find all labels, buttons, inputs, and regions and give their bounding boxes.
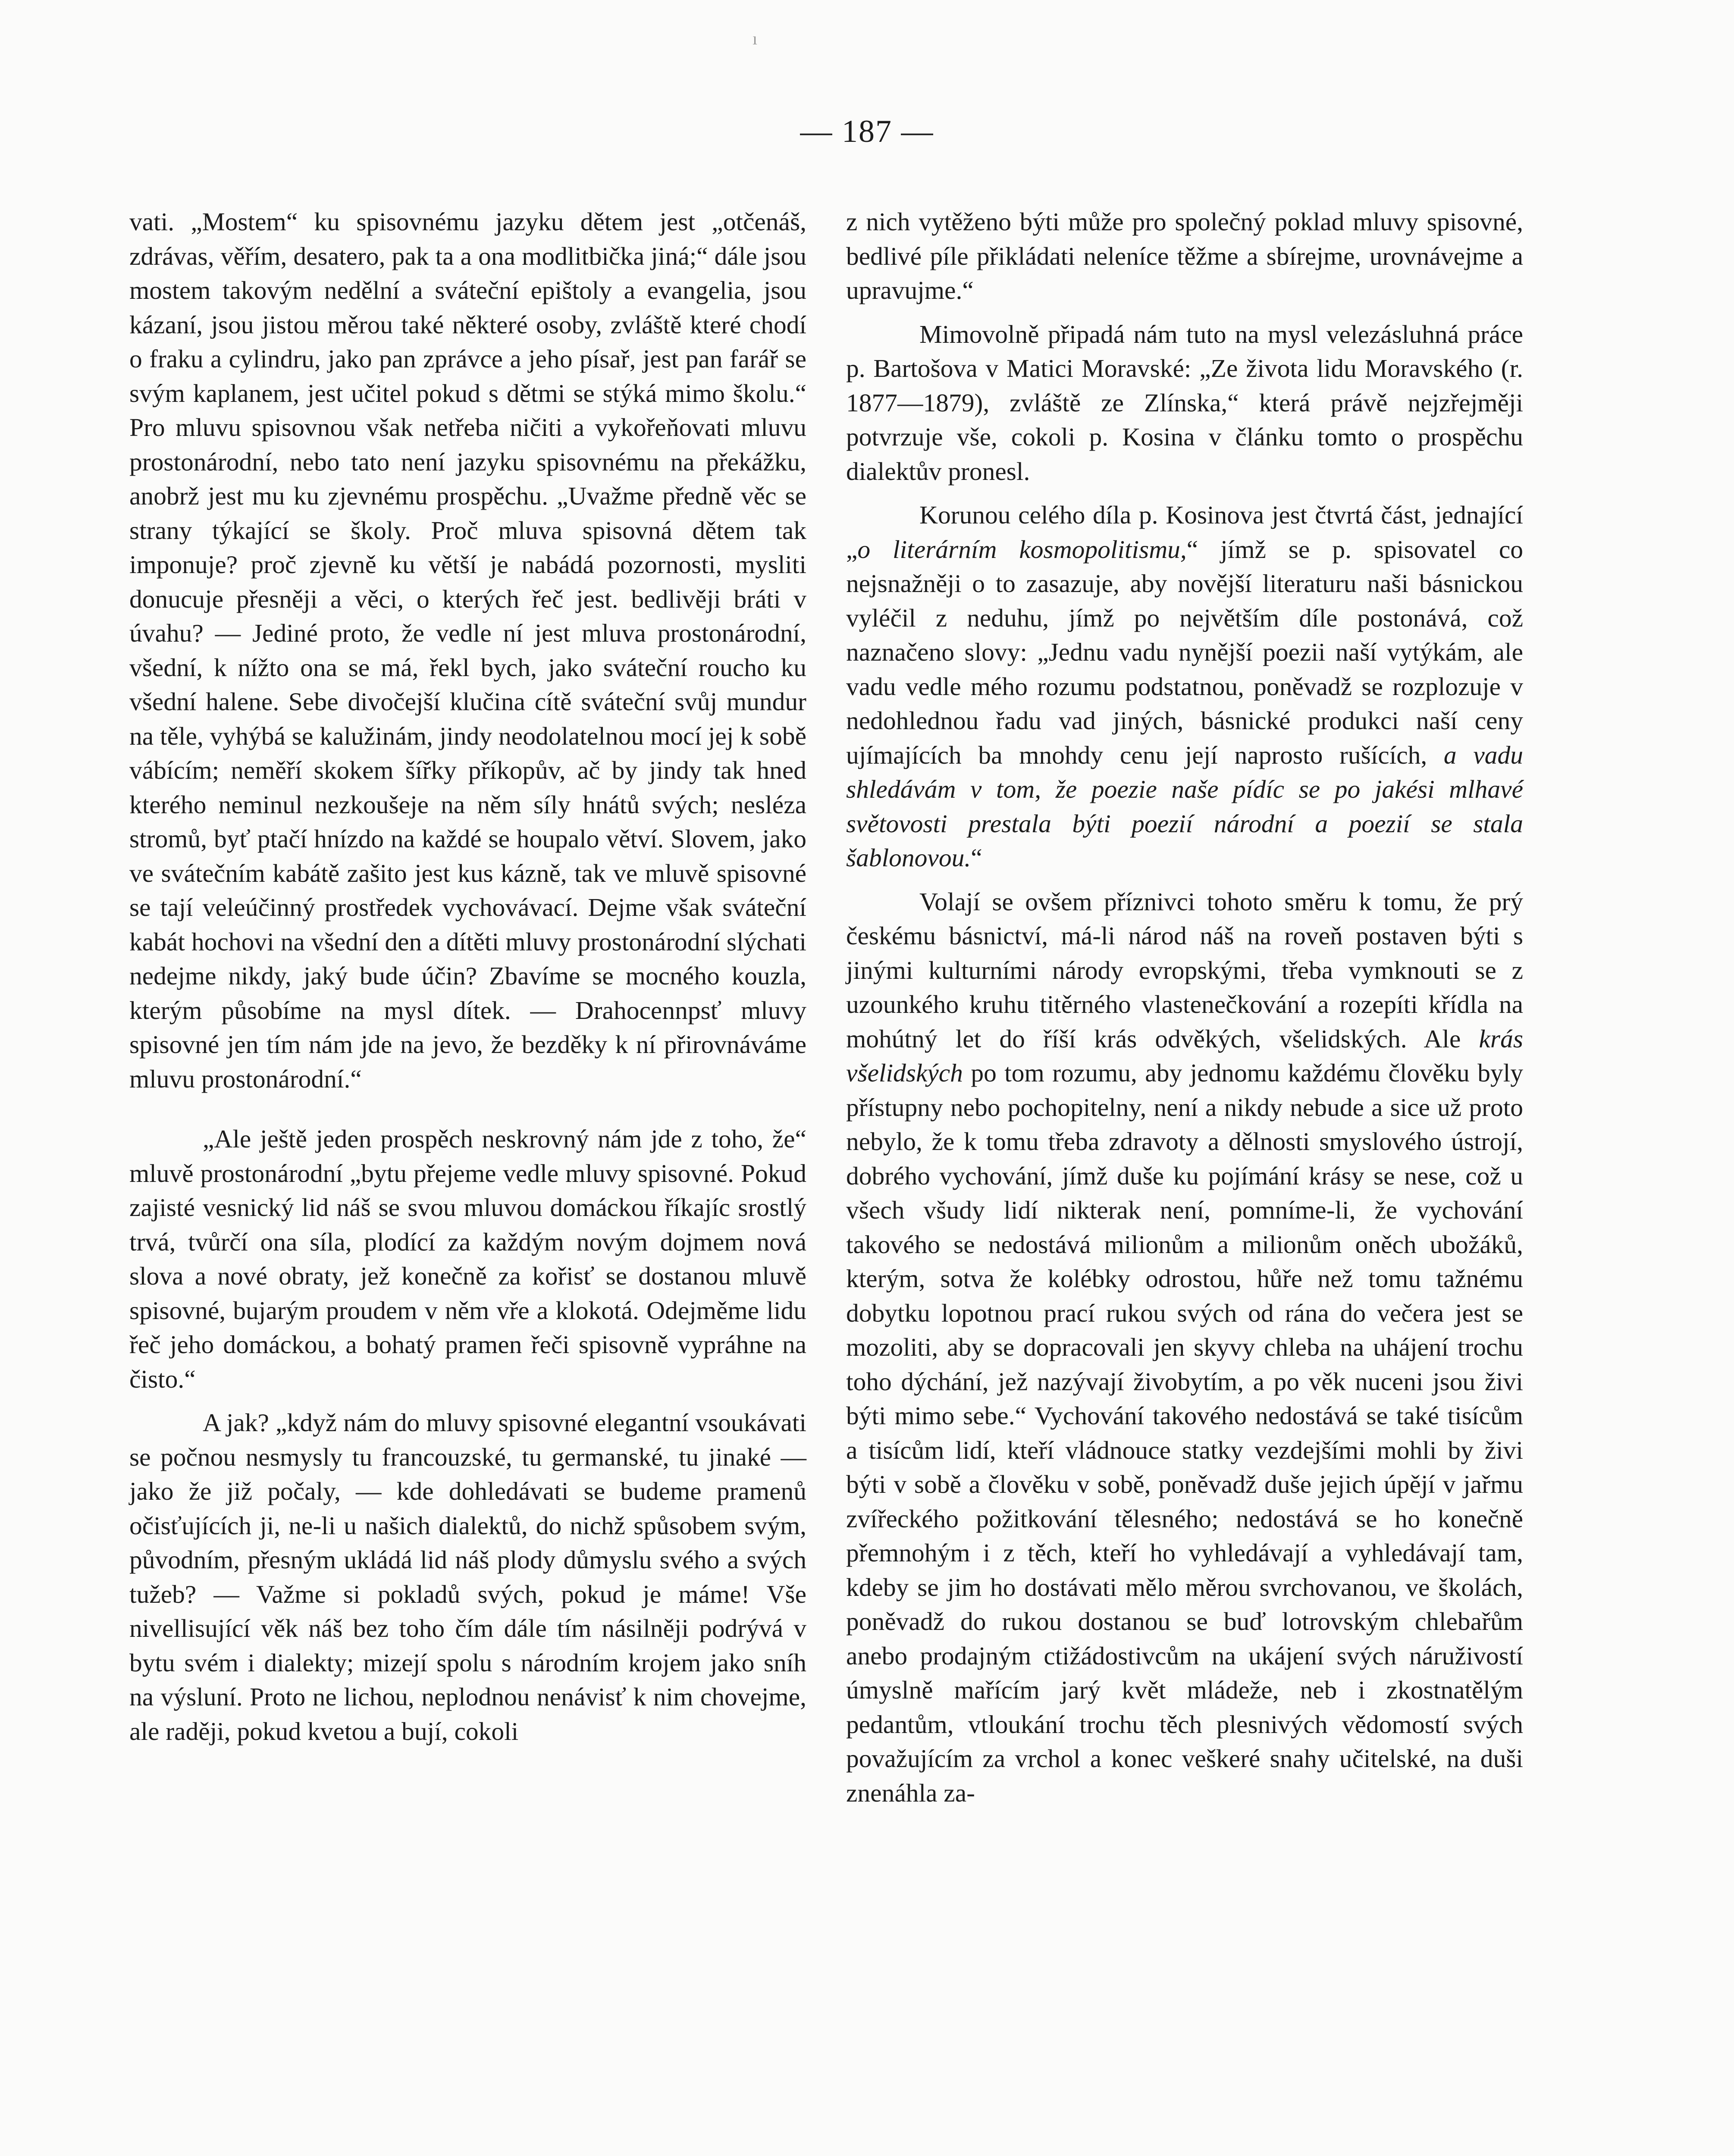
right-paragraph-3: [846, 498, 1523, 875]
left-paragraph-3: A jak? „když nám do mluvy spisovné elegantní vsoukávati se počnou nesmysly tu francouzské, tu germanské, tu jinaké — jako že již počaly, — kde dohledávati se budeme pramenů očisťujících ji, ne-li u našich dialektů, do nichž spůsobem svým, původním, přesným ukládá lid náš plody důmyslu svého a svých tužeb? — Važme si pokladů svých, pokud je máme! Vše nivellisující věk náš bez toho čím dále tím násilněji podrývá v bytu svém i dialekty; mizejí spolu s národním krojem jako sníh na výsluní. Proto ne lichou, neplodnou nenávisť k nim chovejme, ale raději, pokud kvetou a bují, cokoli: [129, 1408, 806, 1745]
right-paragraph-1: z nich vytěženo býti může pro společný poklad mluvy spisovné, bedlivé píle přikládati neleníce těžme a sbírejme, urovnávejme a upravujme.“: [846, 207, 1523, 304]
right-paragraph-4-text-a: Volají se ovšem příznivci tohoto směru k tomu, že prý českému básnictví, má-li národ náš na roveň postaven býti s jinými kulturními národy evropskými, třeba vymknouti se z uzounkého kruhu titěrného vlastenečkování a rozepíti křídla na mohútný let do říší krás odvěkých, všelidských. Ale: [846, 887, 1523, 1053]
left-paragraph-1: vati. „Mostem“ ku spisovnému jazyku dětem jest „otčenáš, zdrávas, věřím, desatero, pak ta a ona modlitbička jiná;“ dále jsou mostem takovým nedělní a sváteční epištoly a evangelia, jsou kázaní, jsou jistou měrou také některé osoby, zvláště které chodí o fraku a cylindru, jako pan zprávce a jeho písař, jest pan farář se svým kaplanem, jest učitel pokud s dětmi se stýká mimo školu.“ Pro mluvu spisovnou však netřeba ničiti a vykořeňovati mluvu prostonárodní, nebo tato není jazyku spisovnému na překážku, anobrž jest mu ku zjevnému prospěchu. „Uvažme předně věc se strany týkající se školy. Proč mluva spisovná dětem tak imponuje? proč zjevně ku větší je nabádá pozornosti, mysliti donucuje přesněji a věci, o kterých řeč jest. bedlivěji bráti v úvahu? — Jediné proto, že vedle ní jest mluva prostonárodní, všední, k nížto ona se má, řekl bych, jako sváteční roucho ku všední halene. Sebe divočejší klučina cítě sváteční svůj mundur na těle, vyhýbá se kalužinám, jindy neodolatelnou mocí jej k sobě vábícím; neměří skokem šířky příkopův, ač by jindy tak hned kterého neminul nezkoušeje na něm síly hnátů svých; nesléza stromů, byť ptačí hnízdo na každé se houpalo větví. Slovem, jako ve svátečním kabátě zašito jest kus kázně, tak ve mluvě spisovné se tají veleúčinný prostředek vychovávací. Dejme však sváteční kabát hochovi na všední den a dítěti mluvy prostonárodní slýchati nedejme nikdy, jaký bude účin? Zbavíme se mocného kouzla, kterým působíme na mysl dítek. — Drahocennpsť mluvy spisovné jen tím nám jde na jevo, že bezděky k ní přirovnáváme mluvu prostonárodní.“: [129, 207, 806, 1093]
right-column: [846, 205, 1523, 1810]
right-paragraph-2: Mimovolně připadá nám tuto na mysl velezásluhná práce p. Bartošova v Matici Moravské: „Ze života lidu Moravského (r. 1877—1879), zvláště ze Zlínska,“ která právě nejzřejměji potvrzuje vše, cokoli p. Kosina v článku tomto o prospěchu dialektův pronesl.: [846, 320, 1523, 486]
left-column: [129, 205, 806, 1749]
right-paragraph-4-italic: krás všelidských: [846, 1024, 1523, 1087]
right-paragraph-3-text-c: “ jímž se p. spisovatel co nejsnažněji o to zasazuje, aby novější literaturu naši básnickou vyléčil z neduhu, jímž po největším díle postonává, což naznačeno slovy: „Jednu vadu nynější poezii naší vytýkám, ale vadu vedle mého rozumu podstatnou, poněvadž se rozplozuje v nedohlednou řadu vad jiných, básnické produkci naší ceny ujímajících ba mnohdy cenu její naprosto rušících,: [846, 535, 1524, 769]
right-paragraph-3-text-a: Korunou celého díla p. Kosinova jest čtvrtá část, jednající „: [846, 501, 1523, 564]
right-paragraph-3-italic-title: o literárním kosmopolitismu,: [857, 535, 1187, 564]
right-paragraph-4-text-c: po tom rozumu, aby jednomu každému člověku byly přístupny nebo pochopitelny, není a nikdy nebude a sice už proto nebylo, že k tomu třeba zdravoty a dělnosti smyslového ústrojí, dobrého vychování, jímž duše ku pojímání krásy se nese, což u všech všudy lidí nikterak není, pomníme-li, že vychování takového se nedostává milionům a milionům oněch ubožáků, kterým, sotva že kolébky odrostou, hůře než tomu tažnému dobytku lopotnou prací rukou svých od rána do večera jest se mozoliti, aby se dopracovali jen skyvy chleba na uhájení trochu toho dýchání, jež nazývají živobytím, a po věk nuceni jsou živi býti mimo sebe.“ Vychování takového nedostává se také tisícům a tisícům lidí, kteří vládnouce statky vezdejšími mohli by živi býti v sobě a člověku v sobě, poněvadž duše jejich úpějí v jařmu zvířeckého požitkování tělesného; nedostává se ho konečně přemnohým i z těch, kteří ho vyhledávají a vyhledávají tam, kdeby se jim ho dostávati mělo měrou svrchovanou, ve školách, poněvadž do rukou dostanou se buď lotrovským chlebařům anebo prodajným ctižádostivcům na ukájení svých náruživostí úmyslně mařícím jarý květ mládeže, neb i zkostnatělým pedantům, vtloukání trochu těch plesnivých vědomostí svých považujícím za vrchol a konec veškeré snahy učitelské, na duši znenáhla za-: [846, 1059, 1523, 1807]
print-speck: ı: [753, 29, 758, 48]
left-paragraph-2: „Ale ještě jeden prospěch neskrovný nám jde z toho, že“ mluvě prostonárodní „bytu přejeme vedle mluvy spisovné. Pokud zajisté vesnický lid náš se svou mluvou domáckou říkajíc srostlý trvá, tvůrčí ona síla, plodící za každým novým dojmem nová slova a nové obraty, jež konečně za kořisť se dostanou mluvě spisovné, bujarým proudem v něm vře a klokotá. Odejměme lidu řeč jeho domáckou, a bohatý pramen řeči spisovně vypráhne na čisto.“: [129, 1125, 806, 1393]
right-paragraph-3-italic-quote: a vadu shledávám v tom, že poezie naše pídíc se po jakési mlhavé světovosti prestala býti poezií národní a poezií se stala šablonovou.: [846, 740, 1523, 872]
right-paragraph-4: [846, 885, 1523, 1811]
right-paragraph-3-text-e: “: [971, 843, 982, 872]
page-number: — 187 —: [800, 114, 934, 149]
